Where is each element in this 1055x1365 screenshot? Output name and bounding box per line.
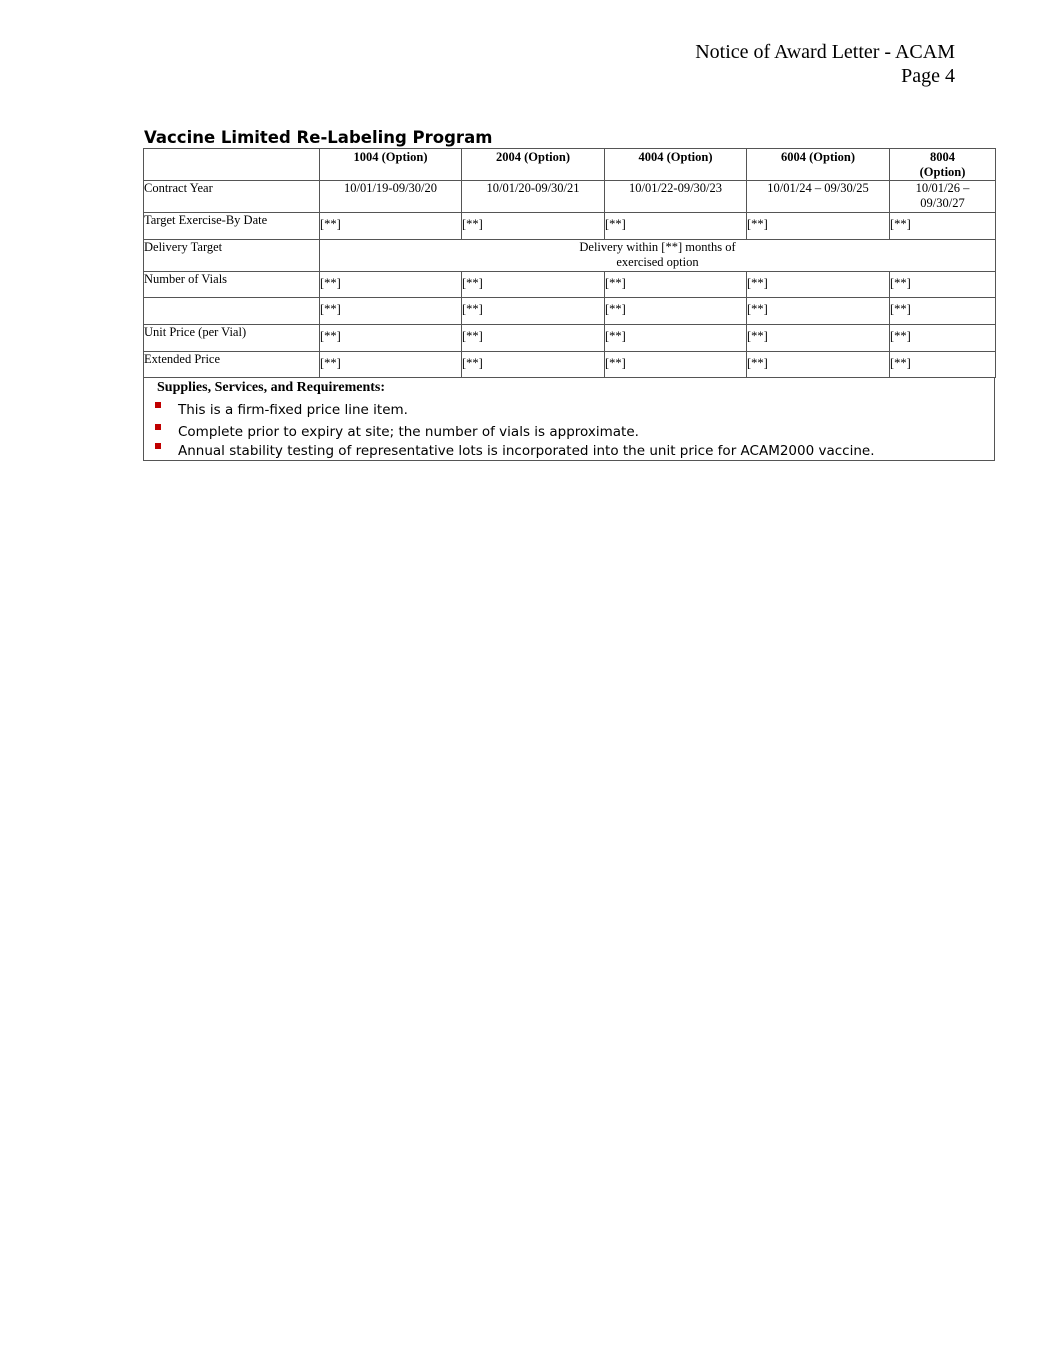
list-item-text: This is a firm-fixed price line item. xyxy=(178,402,408,418)
table-row-extended-price xyxy=(144,352,996,378)
column-header: 6004 (Option) xyxy=(747,149,890,181)
table-cell: [**] xyxy=(320,213,462,240)
table-cell: 10/01/26 – 09/30/27 xyxy=(890,181,996,213)
table-cell: [**] xyxy=(462,325,605,352)
table-cell: [**] xyxy=(747,298,890,325)
table-row-unit-price xyxy=(144,325,996,352)
row-label: Target Exercise-By Date xyxy=(144,213,320,240)
table-cell: [**] xyxy=(605,298,747,325)
header-page-number: Page 4 xyxy=(901,65,955,87)
table-cell: [**] xyxy=(462,298,605,325)
pricing-table xyxy=(143,148,996,378)
column-header: 4004 (Option) xyxy=(605,149,747,181)
table-cell: [**] xyxy=(462,213,605,240)
table-cell: [**] xyxy=(605,213,747,240)
table-cell: [**] xyxy=(320,325,462,352)
delivery-target-text xyxy=(320,240,996,272)
column-header: 1004 (Option) xyxy=(320,149,462,181)
table-cell: [**] xyxy=(747,325,890,352)
table-cell: [**] xyxy=(747,213,890,240)
table-cell: [**] xyxy=(747,272,890,298)
table-cell: 10/01/22-09/30/23 xyxy=(605,181,747,213)
table-cell: [**] xyxy=(605,325,747,352)
table-row-delivery-target xyxy=(144,240,996,272)
square-bullet-icon xyxy=(155,443,161,449)
table-cell: [**] xyxy=(462,272,605,298)
delivery-target-value: Delivery within [**] months of exercised option xyxy=(579,240,736,269)
supplies-section xyxy=(143,377,995,461)
table-cell: 10/01/19-09/30/20 xyxy=(320,181,462,213)
table-row-number-of-vials xyxy=(144,272,996,298)
table-header-row xyxy=(144,149,996,181)
table-cell: [**] xyxy=(320,272,462,298)
table-cell: [**] xyxy=(605,352,747,378)
table-row-target-exercise xyxy=(144,213,996,240)
header-document-title: Notice of Award Letter - ACAM xyxy=(695,41,955,63)
table-cell: [**] xyxy=(890,272,996,298)
list-item-text: Complete prior to expiry at site; the number of vials is approximate. xyxy=(178,424,639,440)
column-header: 8004 (Option) xyxy=(890,149,996,181)
row-label xyxy=(144,298,320,325)
row-label: Contract Year xyxy=(144,181,320,213)
table-cell: [**] xyxy=(320,298,462,325)
table-cell: [**] xyxy=(605,272,747,298)
table-cell: [**] xyxy=(890,213,996,240)
square-bullet-icon xyxy=(155,424,161,430)
table-cell: [**] xyxy=(890,352,996,378)
list-item-text: Annual stability testing of representative lots is incorporated into the unit price for ACAM2000 vaccine. xyxy=(178,443,875,459)
table-cell: [**] xyxy=(890,298,996,325)
row-label: Unit Price (per Vial) xyxy=(144,325,320,352)
table-row-contract-year xyxy=(144,181,996,213)
square-bullet-icon xyxy=(155,402,161,408)
table-cell: 10/01/20-09/30/21 xyxy=(462,181,605,213)
table-cell: [**] xyxy=(462,352,605,378)
table-cell: [**] xyxy=(747,352,890,378)
header-cell-empty xyxy=(144,149,320,181)
table-cell: [**] xyxy=(890,325,996,352)
supplies-heading: Supplies, Services, and Requirements: xyxy=(157,380,386,395)
page-header xyxy=(695,40,955,88)
table-cell: [**] xyxy=(320,352,462,378)
row-label: Delivery Target xyxy=(144,240,320,272)
row-label: Extended Price xyxy=(144,352,320,378)
section-title: Vaccine Limited Re-Labeling Program xyxy=(144,128,493,147)
table-cell: 10/01/24 – 09/30/25 xyxy=(747,181,890,213)
row-label: Number of Vials xyxy=(144,272,320,298)
table-row-unlabeled xyxy=(144,298,996,325)
column-header: 2004 (Option) xyxy=(462,149,605,181)
